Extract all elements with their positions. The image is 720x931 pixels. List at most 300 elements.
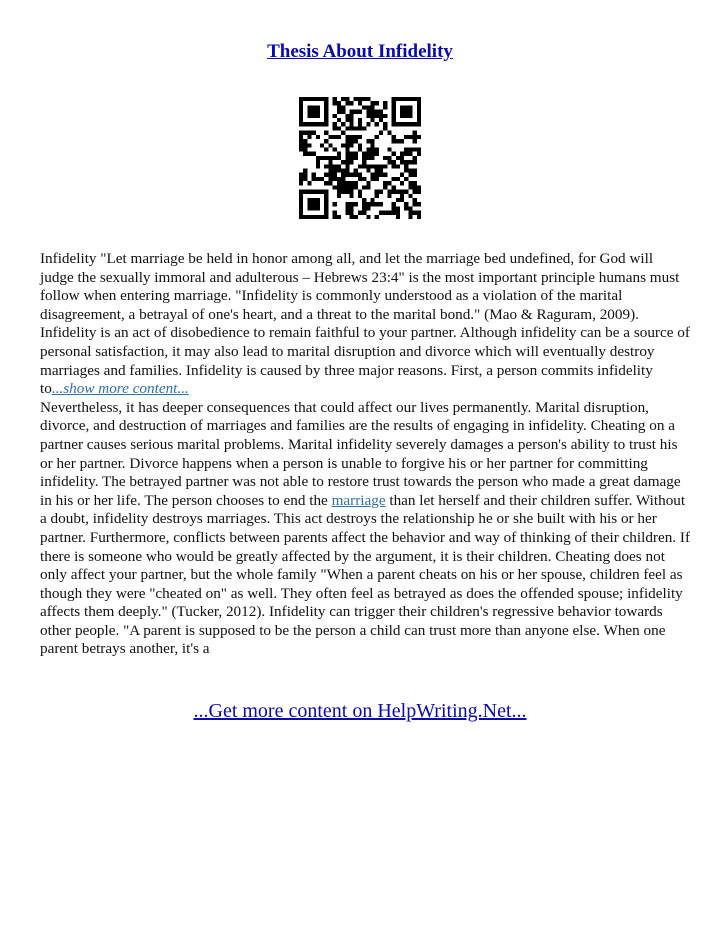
qr-module — [375, 152, 379, 156]
qr-module — [341, 143, 345, 147]
qr-module — [324, 118, 328, 122]
qr-module — [400, 114, 404, 118]
qr-module — [408, 181, 412, 185]
qr-module — [299, 143, 303, 147]
qr-module — [417, 97, 421, 101]
qr-module — [316, 105, 320, 109]
qr-module — [333, 97, 337, 101]
qr-module — [366, 105, 370, 109]
qr-module — [371, 139, 375, 143]
qr-module — [341, 105, 345, 109]
qr-module — [383, 156, 387, 160]
qr-module — [400, 194, 404, 198]
qr-module — [349, 114, 353, 118]
qr-module — [349, 194, 353, 198]
qr-module — [333, 156, 337, 160]
qr-module — [413, 97, 417, 101]
qr-module — [354, 135, 358, 139]
qr-module — [383, 126, 387, 130]
qr-module — [299, 105, 303, 109]
qr-module — [299, 97, 303, 101]
qr-module — [408, 114, 412, 118]
qr-module — [354, 139, 358, 143]
qr-module — [354, 173, 358, 177]
qr-module — [404, 160, 408, 164]
qr-module — [371, 118, 375, 122]
qr-module — [413, 160, 417, 164]
qr-module — [392, 97, 396, 101]
qr-module — [299, 206, 303, 210]
qr-module — [303, 173, 307, 177]
qr-module — [387, 160, 391, 164]
qr-module — [396, 97, 400, 101]
essay-body — [40, 250, 690, 659]
qr-module — [371, 156, 375, 160]
qr-module — [417, 101, 421, 105]
qr-module — [396, 206, 400, 210]
qr-module — [345, 173, 349, 177]
qr-module — [337, 190, 341, 194]
qr-module — [413, 173, 417, 177]
qr-module — [324, 173, 328, 177]
qr-module — [371, 147, 375, 151]
qr-module — [387, 156, 391, 160]
paragraph-1 — [40, 250, 690, 399]
qr-module — [366, 169, 370, 173]
qr-module — [333, 215, 337, 219]
qr-module — [371, 198, 375, 202]
qr-module — [312, 198, 316, 202]
qr-module — [366, 114, 370, 118]
qr-module — [316, 190, 320, 194]
qr-module — [417, 135, 421, 139]
qr-module — [387, 147, 391, 151]
qr-module — [392, 118, 396, 122]
qr-module — [366, 147, 370, 151]
qr-module — [392, 177, 396, 181]
qr-module — [392, 139, 396, 143]
get-more-content-link[interactable]: ...Get more content on HelpWriting.Net... — [193, 700, 527, 722]
qr-module — [417, 185, 421, 189]
qr-module — [299, 122, 303, 126]
qr-module — [324, 215, 328, 219]
qr-module — [375, 164, 379, 168]
qr-module — [307, 190, 311, 194]
qr-module — [307, 206, 311, 210]
qr-module — [312, 105, 316, 109]
qr-module — [349, 160, 353, 164]
qr-module — [349, 202, 353, 206]
qr-module — [400, 122, 404, 126]
qr-module — [328, 160, 332, 164]
qr-module — [400, 139, 404, 143]
qr-module — [316, 156, 320, 160]
qr-module — [379, 110, 383, 114]
qr-module — [337, 185, 341, 189]
qr-module — [379, 190, 383, 194]
qr-module — [328, 177, 332, 181]
qr-module — [328, 164, 332, 168]
qr-module — [299, 194, 303, 198]
qr-module — [366, 122, 370, 126]
qr-module — [366, 185, 370, 189]
qr-module — [341, 97, 345, 101]
qr-module — [299, 173, 303, 177]
qr-module — [299, 110, 303, 114]
qr-module — [387, 194, 391, 198]
qr-module — [328, 143, 332, 147]
qr-module — [324, 156, 328, 160]
qr-module — [383, 211, 387, 215]
qr-module — [337, 215, 341, 219]
qr-module — [404, 164, 408, 168]
qr-module — [408, 211, 412, 215]
qr-module — [324, 97, 328, 101]
qr-module — [417, 202, 421, 206]
qr-module — [349, 126, 353, 130]
qr-module — [324, 122, 328, 126]
qr-module — [379, 202, 383, 206]
qr-module — [299, 190, 303, 194]
qr-module — [362, 126, 366, 130]
qr-module — [400, 152, 404, 156]
qr-module — [400, 198, 404, 202]
qr-module — [320, 156, 324, 160]
qr-module — [299, 211, 303, 215]
qr-module — [358, 118, 362, 122]
qr-module — [303, 122, 307, 126]
qr-module — [307, 215, 311, 219]
qr-module — [341, 177, 345, 181]
qr-module — [337, 101, 341, 105]
qr-module — [400, 110, 404, 114]
qr-module — [417, 118, 421, 122]
qr-module — [383, 173, 387, 177]
qr-module — [379, 169, 383, 173]
qr-module — [333, 114, 337, 118]
qr-module — [320, 177, 324, 181]
qr-module — [408, 160, 412, 164]
qr-module — [358, 110, 362, 114]
qr-module — [362, 164, 366, 168]
qr-module — [307, 131, 311, 135]
qr-module — [341, 181, 345, 185]
qr-module — [404, 105, 408, 109]
qr-module — [392, 105, 396, 109]
qr-module — [324, 114, 328, 118]
qr-module — [345, 135, 349, 139]
qr-module — [307, 97, 311, 101]
qr-module — [371, 152, 375, 156]
qr-module — [299, 114, 303, 118]
qr-module — [320, 143, 324, 147]
qr-module — [324, 110, 328, 114]
qr-module — [345, 206, 349, 210]
qr-module — [324, 206, 328, 210]
qr-module — [320, 122, 324, 126]
qr-module — [354, 215, 358, 219]
qr-module — [362, 97, 366, 101]
qr-module — [383, 105, 387, 109]
qr-module — [341, 160, 345, 164]
qr-module — [358, 190, 362, 194]
qr-code-graphic — [299, 97, 421, 219]
qr-module — [328, 181, 332, 185]
qr-module — [413, 190, 417, 194]
qr-module — [312, 206, 316, 210]
qr-module — [328, 173, 332, 177]
qr-module — [396, 164, 400, 168]
qr-module — [345, 190, 349, 194]
qr-module — [404, 202, 408, 206]
qr-module — [316, 122, 320, 126]
qr-module — [354, 126, 358, 130]
qr-module — [316, 198, 320, 202]
qr-module — [345, 126, 349, 130]
qr-module — [396, 177, 400, 181]
qr-module — [392, 135, 396, 139]
qr-module — [417, 114, 421, 118]
qr-module — [417, 110, 421, 114]
qr-module — [299, 118, 303, 122]
qr-module — [337, 156, 341, 160]
qr-module — [404, 135, 408, 139]
qr-module — [333, 173, 337, 177]
qr-module — [345, 143, 349, 147]
qr-module — [333, 169, 337, 173]
qr-module — [383, 185, 387, 189]
qr-module — [345, 118, 349, 122]
qr-module — [324, 131, 328, 135]
qr-module — [303, 139, 307, 143]
qr-module — [307, 114, 311, 118]
qr-module — [362, 211, 366, 215]
qr-module — [333, 126, 337, 130]
qr-module — [366, 206, 370, 210]
qr-module — [324, 190, 328, 194]
qr-module — [316, 160, 320, 164]
qr-module — [354, 152, 358, 156]
qr-module — [337, 194, 341, 198]
qr-module — [396, 211, 400, 215]
qr-module — [303, 215, 307, 219]
paragraph-2-text-end: than let herself and their children suffer. Without a doubt, infidelity destroys marriages. This act destroys the relationship he or she built with his or her partner. Furthermore, conflicts between parents affect the behavior and way of thinking of their children. If there is someone who would be greatly affected by the argument, it is their children. Cheating does not only affect your partner, but the whole family "When a parent cheats on his or her spouse, children feel as though they were "cheated on" as well. They often feel as betrayed as does the offended spouse; infidelity affects them deeply." (Tucker, 2012). Infidelity can trigger their children's regressive behavior towards other people. "A parent is supposed to be the person a child can trust more than anyone else. When one parent betrays another, it's a — [40, 491, 691, 658]
qr-module — [316, 135, 320, 139]
qr-module — [341, 190, 345, 194]
qr-module — [299, 135, 303, 139]
qr-module — [413, 181, 417, 185]
show-more-link[interactable]: ...show more content... — [51, 380, 189, 398]
qr-module — [404, 206, 408, 210]
qr-module — [354, 185, 358, 189]
qr-module — [408, 206, 412, 210]
qr-module — [303, 177, 307, 181]
qr-module — [345, 202, 349, 206]
qr-module — [404, 169, 408, 173]
qr-module — [379, 173, 383, 177]
qr-module — [328, 169, 332, 173]
qr-module — [349, 173, 353, 177]
qr-module — [341, 169, 345, 173]
qr-module — [408, 122, 412, 126]
qr-module — [362, 198, 366, 202]
qr-module — [371, 143, 375, 147]
qr-module — [324, 198, 328, 202]
qr-module — [345, 181, 349, 185]
qr-module — [333, 202, 337, 206]
qr-module — [349, 122, 353, 126]
qr-module — [408, 97, 412, 101]
qr-module — [413, 202, 417, 206]
qr-module — [408, 110, 412, 114]
qr-module — [396, 156, 400, 160]
qr-module — [337, 135, 341, 139]
qr-module — [396, 198, 400, 202]
qr-module — [417, 211, 421, 215]
qr-module — [379, 211, 383, 215]
qr-module — [366, 202, 370, 206]
qr-module — [358, 101, 362, 105]
qr-module — [341, 122, 345, 126]
qr-module — [371, 202, 375, 206]
marriage-link[interactable]: marriage — [331, 491, 386, 509]
qr-module — [316, 97, 320, 101]
paragraph-2-text-start: Nevertheless, it has deeper consequences that could affect our lives permanently. Marital disruption, divorce, and destruction of marriages and families are the results of engaging in infidelity. Cheating on a partner causes serious marital problems. Marital infidelity severely damages a person's ability to trust his or her partner. Divorce happens when a person is unable to forgive his or her partner for committing infidelity. The betrayed partner was not able to restore trust towards the person who made a great damage in his or her life. The person chooses to end the — [40, 398, 681, 509]
qr-module — [307, 181, 311, 185]
qr-module — [312, 202, 316, 206]
qr-module — [366, 215, 370, 219]
qr-module — [312, 131, 316, 135]
paragraph-1-text: Infidelity "Let marriage be held in honor among all, and let the marriage bed undefined, for God will judge the sexually immoral and adulterous – Hebrews 23:4" is the most important principle humans must follow when entering marriage. "Infidelity is commonly understood as a violation of the marital disagreement, a betrayal of one's heart, and a threat to the marital bond." (Mao & Raguram, 2009). Infidelity is an act of disobedience to remain faithful to your partner. Although infidelity can be a source of personal satisfaction, it may also lead to marital disruption and divorce which will eventually destroy marriages and families. Infidelity is caused by three major reasons. First, a person commits infidelity to — [40, 250, 690, 398]
qr-module — [400, 105, 404, 109]
qr-module — [316, 177, 320, 181]
qr-module — [375, 147, 379, 151]
qr-module — [307, 105, 311, 109]
qr-module — [345, 139, 349, 143]
qr-module — [345, 101, 349, 105]
qr-module — [324, 194, 328, 198]
qr-module — [316, 164, 320, 168]
qr-module — [404, 152, 408, 156]
qr-module — [404, 110, 408, 114]
qr-module — [354, 97, 358, 101]
qr-module — [320, 190, 324, 194]
qr-module — [337, 181, 341, 185]
page-title[interactable]: Thesis About Infidelity — [267, 41, 453, 62]
qr-module — [312, 114, 316, 118]
qr-module — [354, 181, 358, 185]
qr-module — [299, 198, 303, 202]
qr-module — [337, 164, 341, 168]
qr-module — [392, 211, 396, 215]
qr-module — [375, 122, 379, 126]
qr-module — [371, 110, 375, 114]
qr-module — [408, 173, 412, 177]
qr-module — [354, 169, 358, 173]
paragraph-2 — [40, 399, 690, 659]
qr-module — [408, 215, 412, 219]
qr-module — [396, 122, 400, 126]
qr-module — [333, 211, 337, 215]
qr-module — [413, 139, 417, 143]
qr-module — [312, 97, 316, 101]
qr-module — [312, 190, 316, 194]
qr-module — [337, 126, 341, 130]
qr-module — [354, 110, 358, 114]
qr-code-icon — [299, 97, 421, 219]
qr-module — [387, 181, 391, 185]
qr-module — [349, 152, 353, 156]
qr-module — [413, 131, 417, 135]
qr-module — [392, 122, 396, 126]
qr-module — [307, 143, 311, 147]
qr-module — [299, 131, 303, 135]
qr-module — [299, 139, 303, 143]
qr-module — [307, 202, 311, 206]
qr-module — [375, 177, 379, 181]
qr-module — [349, 143, 353, 147]
qr-module — [371, 177, 375, 181]
qr-module — [417, 105, 421, 109]
qr-module — [383, 181, 387, 185]
qr-module — [400, 181, 404, 185]
qr-module — [383, 101, 387, 105]
qr-module — [316, 110, 320, 114]
qr-module — [299, 202, 303, 206]
qr-module — [337, 118, 341, 122]
qr-module — [358, 122, 362, 126]
qr-module — [333, 147, 337, 151]
qr-module — [379, 131, 383, 135]
qr-module — [379, 114, 383, 118]
qr-module — [375, 101, 379, 105]
qr-module — [404, 177, 408, 181]
qr-module — [349, 206, 353, 210]
qr-module — [375, 215, 379, 219]
qr-module — [417, 147, 421, 151]
qr-module — [349, 215, 353, 219]
qr-module — [312, 152, 316, 156]
qr-module — [337, 177, 341, 181]
qr-module — [345, 164, 349, 168]
qr-module — [358, 147, 362, 151]
qr-module — [349, 101, 353, 105]
qr-module — [349, 190, 353, 194]
qr-module — [408, 169, 412, 173]
qr-module — [307, 122, 311, 126]
qr-module — [307, 135, 311, 139]
qr-module — [375, 110, 379, 114]
qr-module — [324, 147, 328, 151]
qr-module — [392, 190, 396, 194]
qr-module — [358, 211, 362, 215]
qr-module — [375, 169, 379, 173]
qr-module — [362, 202, 366, 206]
qr-module — [345, 147, 349, 151]
qr-module — [358, 164, 362, 168]
qr-module — [345, 114, 349, 118]
qr-module — [408, 185, 412, 189]
qr-module — [324, 105, 328, 109]
qr-module — [392, 110, 396, 114]
qr-module — [362, 177, 366, 181]
qr-module — [303, 97, 307, 101]
qr-module — [362, 206, 366, 210]
qr-module — [303, 131, 307, 135]
qr-module — [316, 215, 320, 219]
qr-module — [392, 101, 396, 105]
qr-module — [392, 164, 396, 168]
